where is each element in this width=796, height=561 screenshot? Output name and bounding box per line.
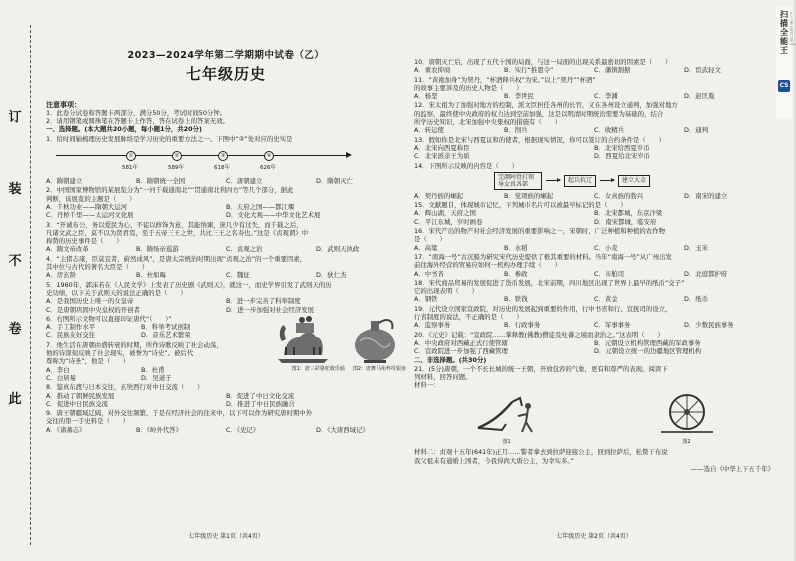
question-stem: 称赞的历史事件是（ ） [46,237,123,246]
question-stem: 的监察，最终使中央政府的权力达到空前加强，这是以明清时期统治需要为基础的，结合 [414,109,664,118]
silver-pot-icon [344,311,406,365]
flow-box: 起兵抗辽 [564,175,596,187]
option[interactable]: C．《史记》 [226,425,260,434]
question-stem: 14．下图所示反映的内容是（ ） [414,161,518,170]
question-stem: 19．元代设立国家宣政院，对历史的发展起到重要的作用，行中书省和行、宣抚司的设立， [414,304,672,313]
option[interactable]: C．是唐朝巩固中央皇权的开创者 [46,305,140,314]
option[interactable]: B．党项族的崛起 [504,191,554,200]
option[interactable]: B．李世民 [504,92,534,101]
option[interactable]: B．进一步完善了科举制度 [226,297,301,306]
option[interactable]: A．是我国历史上唯一的女皇帝 [46,297,134,306]
option-grid [414,339,774,356]
option[interactable]: B．隋朝统一全国 [136,177,186,186]
option[interactable]: C．黄金 [594,295,618,304]
question-stem: 史功绩，以下关于武则天的说法正确的是（ ） [46,288,187,297]
option[interactable]: A．推动了朝鲜民族发展 [46,391,115,400]
binding-word: 装 [8,182,22,197]
option[interactable]: B．元朝设立机构管理西藏的军政事务 [594,338,701,347]
option[interactable]: A．中央政府对西藏正式行使管辖 [414,338,508,347]
binding-margin [0,0,40,561]
question-stem: 18．宋代商品贸易的发展促进了货币发展，北宋前期，四川地区出现了世界上最早的纸币“交子” [414,278,685,287]
flow-arrow-icon [600,180,614,181]
question-stem: 16．宋代产出的物产对社会经济发展的重要影响之一，宋朝时，广泛种植和种植的农作物 [414,227,665,236]
option-row [414,66,774,74]
option[interactable]: D．北庭都护府 [684,269,728,278]
option[interactable]: C．小麦 [594,243,618,252]
question-stem: 17．“南海一号”古沉船为研究宋代历史提供了极其重要的材料。当年“南海一号”从广州出发 [414,252,672,261]
option[interactable]: C．促进中日民族交流 [46,399,108,408]
figure-caption: 图2：唐舞马衔杯纹银壶 [352,365,406,372]
question-stem: 是（ ） [414,235,446,244]
question-14 [414,162,774,201]
material-text: 我父祖未有通婚上国者，今我得尚大唐公主，为幸实多。” [414,456,574,465]
question-18 [414,279,774,304]
option[interactable]: B．实行“推恩令” [504,66,554,75]
binding-word: 此 [8,392,22,407]
option[interactable]: D．进一步加强对社会经济发展 [226,305,314,314]
question-stem: 4．“主猪志康，臣莫宜者，蔚然成风”，是唐太宗统治时期出现“贞观之治”的一个重要因素， [46,254,307,263]
flow-box: 建立大金 [618,175,650,187]
option[interactable]: C．魏征 [226,271,250,280]
option[interactable]: A．隋文帝改革 [46,245,89,254]
timeline-arrow-icon [346,152,352,158]
exam-title: 2023—2024学年第二学期期中试卷（乙） [127,50,325,61]
section-heading: 二、非选择题。(共30分) [414,355,487,364]
option[interactable]: C．市舶司 [594,269,625,278]
note-line: 2．请用钢笔或圆珠笔在答题卡上作答，答在试卷上的答案无效。 [46,117,230,126]
timeline-year: 589年 [168,165,184,172]
option[interactable]: D．元朝设立统一的边疆地区管理机构 [594,347,702,356]
option[interactable]: D．隋朝灭亡 [316,177,353,186]
question-9 [46,409,406,434]
question-1 [46,135,406,186]
note-line: 1．此卷分试卷和答题卡两部分，满分50分，考试时间50分钟。 [46,108,227,117]
option[interactable]: B．隋炀帝巡游 [136,245,179,254]
option[interactable]: D．赵匡胤 [684,92,715,101]
binding-line [30,25,31,545]
option-row [46,271,406,279]
timeline [46,145,406,175]
option[interactable]: D．西夏给北宋岁币 [594,152,651,161]
question-19 [414,305,774,330]
question-6 [46,315,236,340]
section-heading: 一、选择题。(本大题共20小题，每小题1分，共20分) [46,125,202,134]
option-grid [414,209,774,226]
option[interactable]: C．李渊 [594,92,618,101]
binding-word: 订 [8,110,22,125]
question-stem: 13．假如你是北宋与西夏议和的使者，根据现实情况，你可以签订的合约条件是（ ） [414,135,665,144]
questions-6-7-block [46,315,406,382]
question-stem: 凡诸文武之臣，莫不以为贤君焉，至于五帝三王之世，共比三王之名寿也。”这是《贞观谓》中 [46,228,309,237]
option[interactable]: A．《诸蕃志》 [46,425,86,434]
option[interactable]: A．辉山湖，天府之国 [414,209,476,218]
option[interactable]: D．通判 [684,126,709,135]
question-stem: 11．“黄袍加身”为契丹，“杯酒释兵权”为宋。”以上“契丹”“杯酒” [414,75,596,84]
option[interactable]: B．促进了中日文化交流 [226,391,295,400]
option[interactable]: C．军事事务 [594,321,631,330]
option[interactable]: A．杨坚 [414,92,438,101]
option[interactable]: A．北宋向西夏称臣 [414,143,470,152]
option[interactable]: A．中书省 [414,269,444,278]
option-grid [46,366,236,383]
option[interactable]: B．北宋都城，东京汴梁 [594,209,663,218]
material-figures [414,392,774,447]
questions-6-7-text [46,315,236,382]
option[interactable]: B．北宋给西夏岁币 [594,143,650,152]
timeline-year: 581年 [122,165,138,172]
question-stem: 行省制度的说法，不正确的是（ ） [414,313,523,322]
timeline-point: ③ [218,151,228,161]
question-7 [46,341,236,382]
option[interactable]: D．《大唐西域记》 [316,425,369,434]
waterwheel-icon [657,392,717,436]
question-4 [46,255,406,280]
question-21 [414,365,774,473]
question-15 [414,201,774,226]
question-17 [414,253,774,278]
option[interactable]: B．铁钱 [504,295,528,304]
question-stem: 20．《元史》记载：“宣政院……掌释教(佛教)僧徒及吐蕃之境而隶治之。”这表明（ ） [414,330,664,339]
option[interactable]: C．平江东城，岁时画卷 [414,217,483,226]
figure-row [238,311,406,365]
option[interactable]: C．贞观之治 [226,245,263,254]
option-row [414,270,774,278]
scanner-app-name: 扫描全能王 [780,10,788,55]
flow-diagram [494,172,774,190]
page-footer: 七年级历史 第1页（共4页） [188,532,264,540]
option[interactable]: D．玉米 [684,243,709,252]
option[interactable]: C．丹桥千里——太运河文化展 [46,211,134,220]
option[interactable]: A．重农抑商 [414,66,451,75]
timeline-point: ② [172,151,182,161]
binding-word: 卷 [8,322,22,337]
option[interactable]: A．手工制作水平 [46,323,96,332]
question-13 [414,136,774,161]
option[interactable]: A．隋朝建立 [46,177,83,186]
option-row [414,126,774,134]
camscanner-logo-icon: CS [778,80,790,92]
option[interactable]: C．收精兵 [594,126,625,135]
option[interactable]: A．契丹族的崛起 [414,191,464,200]
question-stem: 前往海外经营的贸易应如何一机构办理手续（ ） [414,261,561,270]
question-stem: 尊称为“诗圣”，他是（ ） [46,357,130,366]
option[interactable]: B．《岭外代答》 [136,425,182,434]
option[interactable]: A．千秋功业——隋朝大运河 [46,202,128,211]
option[interactable]: B．参政 [504,269,528,278]
option[interactable]: B．行政事务 [504,321,541,330]
question-stem: 6．右图所示文物可以直接印证唐代“（ ）” [46,314,172,323]
material-label: 材料一： [414,381,440,390]
timeline-year: 626年 [260,165,276,172]
option-row [46,426,406,434]
option-grid [46,203,406,220]
question-stem: 21．(5分)唐朝，一个不长长城的统一王朝，开放包容的气象，更有和尊严的表现。阅读下 [414,364,668,373]
question-12 [414,101,774,134]
camel-figure [272,311,334,365]
option[interactable]: C．女真族的勃兴 [594,191,644,200]
option[interactable]: B．削兵 [504,126,528,135]
option[interactable]: C．北宋派亲王为质 [414,152,470,161]
question-stem: 8．鉴真东渡与日本交往，玄奘西行对中日交流（ ） [46,383,204,392]
option[interactable]: D．南宋都城，临安府 [594,217,657,226]
question-stem: 5．1960年，郭沫若在《人民文学》上发表了历史剧《武则天》，就这一，而史学界引发了武则天的历 [46,280,332,289]
scanner-app-badge [776,6,796,118]
figure-caption: 图1：唐三彩骆驼载乐俑 [291,365,345,372]
option-grid [46,323,236,340]
option-row [46,177,406,185]
plough-figure [472,392,542,447]
question-stem: 他的诗深刻反映了社会现实，被誉为“诗史”。被后代 [46,349,194,358]
option[interactable]: B．杜甫 [141,365,165,374]
option[interactable]: D．宦武轻文 [684,66,721,75]
question-stem: 其中位与古代的著名大臣是（ ） [46,263,149,272]
subject-title: 七年级历史 [185,65,266,84]
question-stem: 交往的第一手史料是（ ） [46,417,130,426]
question-10 [414,58,774,75]
option[interactable]: A．房玄龄 [46,271,76,280]
question-stem: 所学历史知识，北宋加强中央集权的措施有（ ） [414,118,561,127]
curved-plough-icon [472,392,542,436]
option[interactable]: D．少数民族事务 [684,321,734,330]
option[interactable]: D．吴道子 [141,373,172,382]
question-stem: 10．唐朝灭亡后，出现了五代十国的局面，与这一局面的出现关系最密切的因素是（ ） [414,58,672,66]
scanner-app-tagline: 3亿人都在用的扫描App [790,11,796,46]
option-row [414,92,774,100]
option-grid [414,144,774,161]
flow-arrow-icon [546,180,560,181]
material-source: ——选自《中华上下五千年》 [690,464,774,473]
option[interactable]: C．民族友好交往 [46,331,96,340]
option-grid [46,392,406,409]
option[interactable]: C．白居易 [46,373,77,382]
figure-captions [238,365,406,373]
option-row [414,244,774,252]
option[interactable]: B．水稻 [504,243,528,252]
option[interactable]: D．狄仁杰 [316,271,347,280]
option[interactable]: C．藩镇割据 [594,66,631,75]
question-16 [414,227,774,252]
option[interactable]: D．文化大观——中华文化艺术展 [226,211,321,220]
question-stem: 它的出现表明（ ） [414,287,478,296]
question-stem: 3．“开诚布公，务以爱民为心，不徒以修饰为意，其能纳谏，庶几少有过失，而千载之后， [46,220,303,229]
option[interactable]: B．天府之国——都江堰 [226,202,295,211]
question-20 [414,331,774,356]
question-8 [46,383,406,408]
page-right [414,18,774,543]
timeline-point: ④ [264,151,274,161]
figure-caption: 图1 [502,438,511,445]
question-stem: 2．中国国家博物馆的某展览分为“一河千载通南北”“贯通南北利四方”等几个部分，据此 [46,186,294,195]
option[interactable]: D．音乐艺术繁荣 [141,331,191,340]
option-row [46,245,406,253]
option-row [414,295,774,303]
question-5 [46,281,406,314]
binding-word: 不 [8,254,22,269]
option[interactable]: B．科举考试创制 [141,323,191,332]
option[interactable]: C．唐朝建立 [226,177,263,186]
notes-title: 注意事项： [46,100,81,109]
timeline-point: ① [126,151,136,161]
option[interactable]: A．高粱 [414,243,438,252]
figures-block [238,313,406,373]
timeline-year: 618年 [214,165,230,172]
timeline-axis [56,155,346,156]
option[interactable]: A．转运使 [414,126,444,135]
question-stem: 判断，该展览的主题是（ ） [46,194,136,203]
figure-caption: 图2 [682,438,691,445]
question-stem: 的故事主要涉及的历史人物是（ ） [414,83,523,92]
option[interactable]: D．南宋的建立 [684,191,728,200]
question-stem: 7．他生活在唐朝由盛转衰的时期，所作诗歌反映了社会动荡， [46,340,223,349]
question-stem: 1．给时间轴梳理历史发展脉络是学习历史的重要方法之一。下图中“②”处对应的史实是 [46,134,293,143]
question-stem: 列材料，回答问题。 [414,373,472,382]
question-stem: 12．宋太祖为了加强对地方的控制，派文臣担任各州的长官，又在各州设立通判，加强对地方 [414,101,678,110]
option[interactable]: A．监察事务 [414,321,451,330]
question-3 [46,221,406,254]
question-stem: 15．文献题目，体现城市记忆，下列城市名片可以被最早标记的是（ ） [414,201,627,210]
option[interactable]: A．李白 [46,365,70,374]
silver-pot-figure [344,311,406,365]
option[interactable]: B．杜如晦 [136,271,166,280]
option[interactable]: A．钢铁 [414,295,438,304]
question-stem: 9．唐王朝疆域辽阔，对外交往频繁，于是在经济社会的往来中，以下可以作为研究唐时期中外 [46,409,313,418]
question-2 [46,186,406,219]
option-row [414,321,774,329]
material-text: 材料二：贞观十五年(641年)正月……警者拿去到拉萨迎接公主，回到拉萨后，松赞干布说 [414,448,668,457]
flow-box: 完颜阿骨打领导女真各部 [494,172,542,190]
option[interactable]: D．纸币 [684,295,709,304]
option[interactable]: D．武则天执政 [316,245,360,254]
page-left [46,18,406,543]
option-row [414,192,774,200]
waterwheel-figure [657,392,717,447]
option[interactable]: C．宣政院进一步加强了西藏管理 [414,347,508,356]
option[interactable]: D．推进了中日民族融合 [226,399,295,408]
page-footer: 七年级历史 第2页（共4页） [556,532,632,540]
question-11 [414,76,774,101]
camel-figurine-icon [272,311,334,365]
